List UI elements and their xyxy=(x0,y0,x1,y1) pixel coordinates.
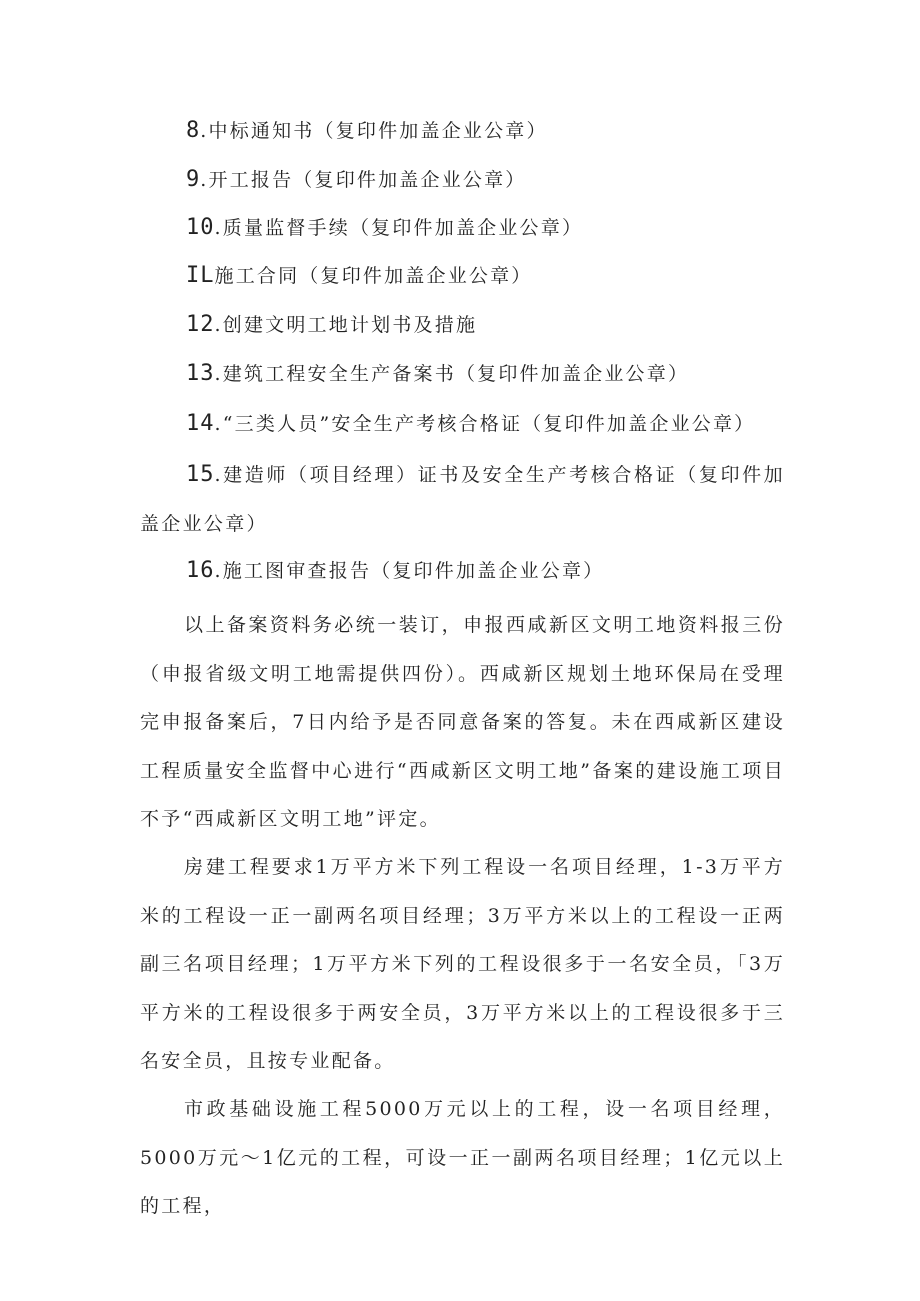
item-text: .质量监督手续（复印件加盖企业公章） xyxy=(214,217,584,239)
item-number: IL xyxy=(186,263,215,288)
list-item-12 xyxy=(186,313,477,337)
list-item-11 xyxy=(186,264,533,288)
item-text: .施工图审查报告（复印件加盖企业公章） xyxy=(214,560,605,582)
item-text: 施工合同（复印件加盖企业公章） xyxy=(214,265,533,287)
paragraph-filing-materials: 以上备案资料务必统一装订，申报西咸新区文明工地资料报三份（申报省级文明工地需提供四份）。西咸新区规划土地环保局在受理完申报备案后，7日内给予是否同意备案的答复。未在西咸新区建设工程质量安全监督中心进行“西咸新区文明工地”备案的建设施工项目不予“西咸新区文明工地”评定。 xyxy=(140,614,785,830)
item-number: 12 xyxy=(186,312,215,337)
list-item-16 xyxy=(186,559,604,583)
list-item-13 xyxy=(186,362,689,386)
item-text: .“三类人员”安全生产考核合格证（复印件加盖企业公章） xyxy=(214,413,756,435)
list-item-10 xyxy=(186,216,583,240)
item-text: .建筑工程安全生产备案书（复印件加盖企业公章） xyxy=(214,363,690,385)
item-number: 15 xyxy=(186,462,215,487)
item-text: .开工报告（复印件加盖企业公章） xyxy=(200,169,527,191)
item-number: 10 xyxy=(186,215,215,240)
list-item-9 xyxy=(186,168,527,192)
item-text: .创建文明工地计划书及措施 xyxy=(214,314,478,336)
item-number: 8 xyxy=(186,118,201,143)
item-number: 16 xyxy=(186,558,215,583)
paragraph-municipal-requirements: 市政基础设施工程5000万元以上的工程，设一名项目经理，5000万元～1亿元的工程，可设一正一副两名项目经理；1亿元以上的工程， xyxy=(140,1098,785,1217)
list-item-8 xyxy=(186,119,548,143)
list-item-15 xyxy=(140,451,785,548)
paragraph-housing-requirements: 房建工程要求1万平方米下列工程设一名项目经理，1-3万平方米的工程设一正一副两名项目经理；3万平方米以上的工程设一正两副三名项目经理；1万平方米下列的工程设很多于一名安全员，「3万平方米的工程设很多于两安全员，3万平方米以上的工程设很多于三名安全员，且按专业配备。 xyxy=(140,856,785,1072)
item-text: .中标通知书（复印件加盖企业公章） xyxy=(200,120,548,142)
item-number: 9 xyxy=(186,167,201,192)
item-text: .建造师（项目经理）证书及安全生产考核合格证（复印件加盖企业公章） xyxy=(140,464,785,535)
item-number: 13 xyxy=(186,361,215,386)
item-number: 14 xyxy=(186,411,215,436)
list-item-14 xyxy=(186,412,755,436)
